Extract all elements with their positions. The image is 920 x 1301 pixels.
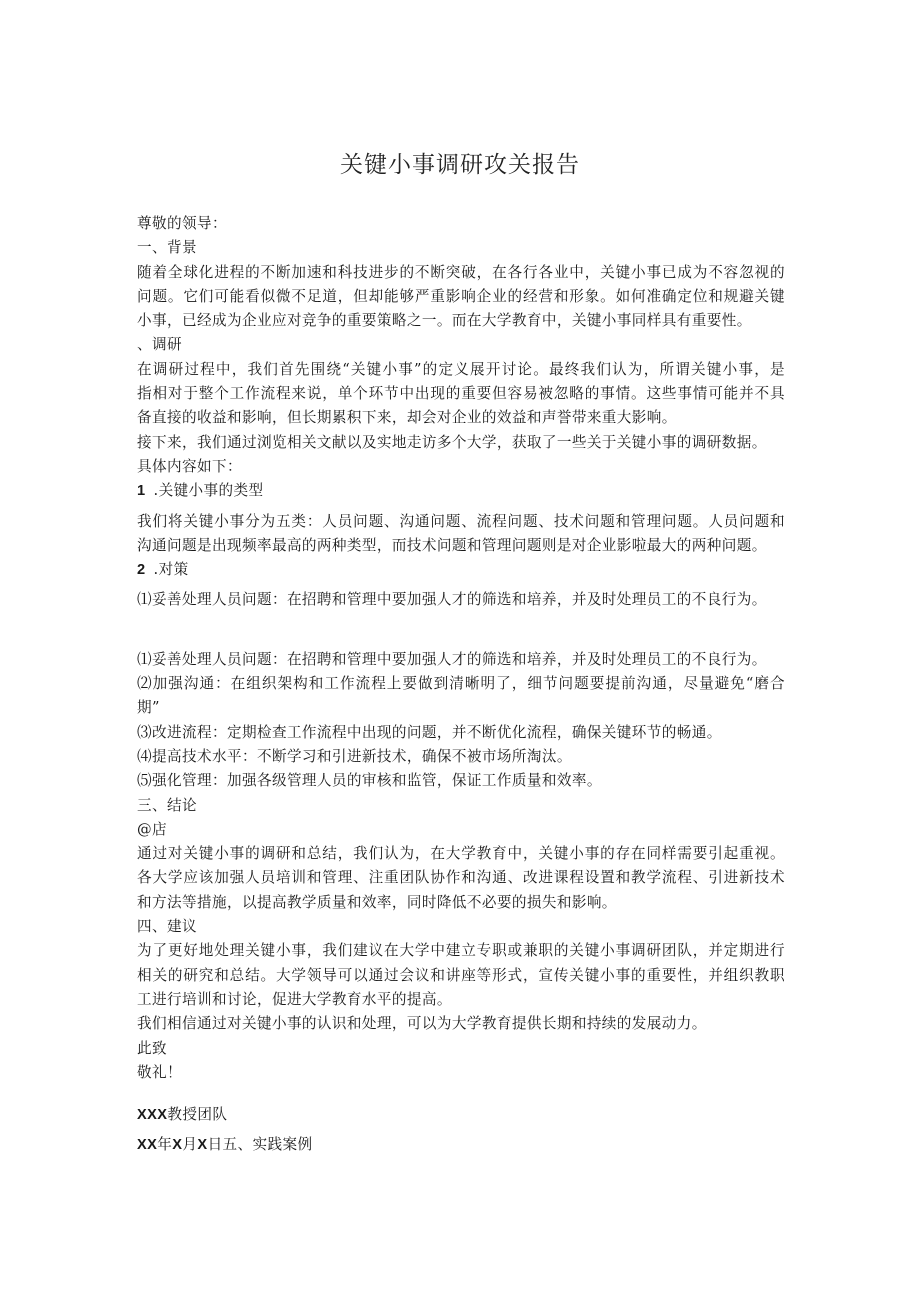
paragraph-line: 我们相信通过对关键小事的认识和处理，可以为大学教育提供长期和持续的发展动力。 xyxy=(137,1015,707,1033)
paragraph-line: 指相对于整个工作流程来说，单个环节中出现的重要但容易被忽略的事情。这些事情可能并不具 xyxy=(137,385,785,403)
signature-date xyxy=(137,1133,785,1157)
paragraph-line: 随着全球化进程的不断加速和科技进步的不断突破，在各行各业中，关键小事已成为不容忽视的 xyxy=(137,263,785,281)
section-heading-suggestions: 四、建议 xyxy=(137,918,197,936)
subheading-label: .关键小事的类型 xyxy=(153,482,264,500)
measure-item: ⑴妥善处理人员问题：在招聘和管理中要加强人才的筛选和培养，并及时处理员工的不良行为。 xyxy=(137,591,767,609)
date-part: 月 xyxy=(182,1136,198,1154)
salutation: 尊敬的领导： xyxy=(137,215,227,232)
document-title: 关键小事调研攻关报告 xyxy=(340,152,580,178)
subheading-measures xyxy=(137,558,785,582)
stray-note: @店 xyxy=(137,820,167,838)
date-part: 年 xyxy=(157,1136,173,1154)
paragraph-line: 工进行培训和讨论，促进大学教育水平的提高。 xyxy=(137,990,452,1008)
paragraph-line: 和方法等措施，以提高教学质量和效率，同时降低不必要的损失和影响。 xyxy=(137,893,617,911)
subheading-types xyxy=(137,479,785,503)
paragraph-line: 接下来，我们通过浏览相关文献以及实地走访多个大学，获取了一些关于关键小事的调研数据。 xyxy=(137,433,767,451)
paragraph-line: 通过对关键小事的调研和总结，我们认为，在大学教育中，关键小事的存在同样需要引起重视。 xyxy=(137,845,785,863)
signature-team-suffix: 教授团队 xyxy=(167,1106,228,1124)
date-part: 日五、实践案例 xyxy=(207,1136,313,1154)
measure-item: ⑷提高技术水平：不断学习和引进新技术，确保不被市场所淘汰。 xyxy=(137,747,572,765)
paragraph-line: 我们将关键小事分为五类：人员问题、沟通问题、流程问题、技术问题和管理问题。人员问题和 xyxy=(137,512,785,530)
section-heading-background: 一、背景 xyxy=(137,239,197,257)
paragraph-line: 各大学应该加强人员培训和管理、注重团队协作和沟通、改进课程设置和教学流程、引进新技术 xyxy=(137,869,785,887)
paragraph-line: 为了更好地处理关键小事，我们建议在大学中建立专职或兼职的关键小事调研团队，并定期进行 xyxy=(137,942,785,960)
document-body xyxy=(137,212,785,1158)
signature-team-prefix: XXX xyxy=(137,1107,168,1124)
paragraph-line: 小事，已经成为企业应对竞争的重要策略之一。而在大学教育中，关键小事同样具有重要性。 xyxy=(137,312,752,330)
measure-item: 期” xyxy=(137,699,160,717)
signature-team xyxy=(137,1103,785,1127)
subheading-label: .对策 xyxy=(153,561,189,579)
date-part: XX xyxy=(137,1137,158,1154)
date-part: X xyxy=(197,1137,208,1154)
section-heading-research: 、调研 xyxy=(137,336,182,354)
measure-item: ⑸强化管理：加强各级管理人员的审核和监管，保证工作质量和效率。 xyxy=(137,772,602,790)
measure-item: ⑵加强沟通：在组织架构和工作流程上要做到清晰明了，细节问题要提前沟通，尽量避免“磨合 xyxy=(137,675,785,693)
measure-item: ⑴妥善处理人员问题：在招聘和管理中要加强人才的筛选和培养，并及时处理员工的不良行为。 xyxy=(137,650,767,668)
paragraph-line: 具体内容如下： xyxy=(137,457,242,475)
closing-greeting: 敬礼！ xyxy=(137,1063,182,1081)
section-heading-conclusion: 三、结论 xyxy=(137,796,197,814)
paragraph-line: 相关的研究和总结。大学领导可以通过会议和讲座等形式，宣传关键小事的重要性，并组织教职 xyxy=(137,966,785,984)
paragraph-line: 问题。它们可能看似微不足道，但却能够严重影响企业的经营和形象。如何准确定位和规避关键 xyxy=(137,287,785,305)
date-part: X xyxy=(172,1137,183,1154)
paragraph-line: 备直接的收益和影响，但长期累积下来，却会对企业的效益和声誉带来重大影响。 xyxy=(137,409,677,427)
subheading-number: 2 xyxy=(137,562,146,579)
subheading-number: 1 xyxy=(137,483,146,500)
closing-line: 此致 xyxy=(137,1039,167,1057)
paragraph-line: 在调研过程中，我们首先围绕“关键小事”的定义展开讨论。最终我们认为，所谓关键小事，是 xyxy=(137,360,785,378)
measure-item: ⑶改进流程：定期检查工作流程中出现的问题，并不断优化流程，确保关键环节的畅通。 xyxy=(137,723,722,741)
paragraph-line: 沟通问题是出现频率最高的两种类型，而技术问题和管理问题则是对企业影啦最大的两种问题。 xyxy=(137,536,767,554)
